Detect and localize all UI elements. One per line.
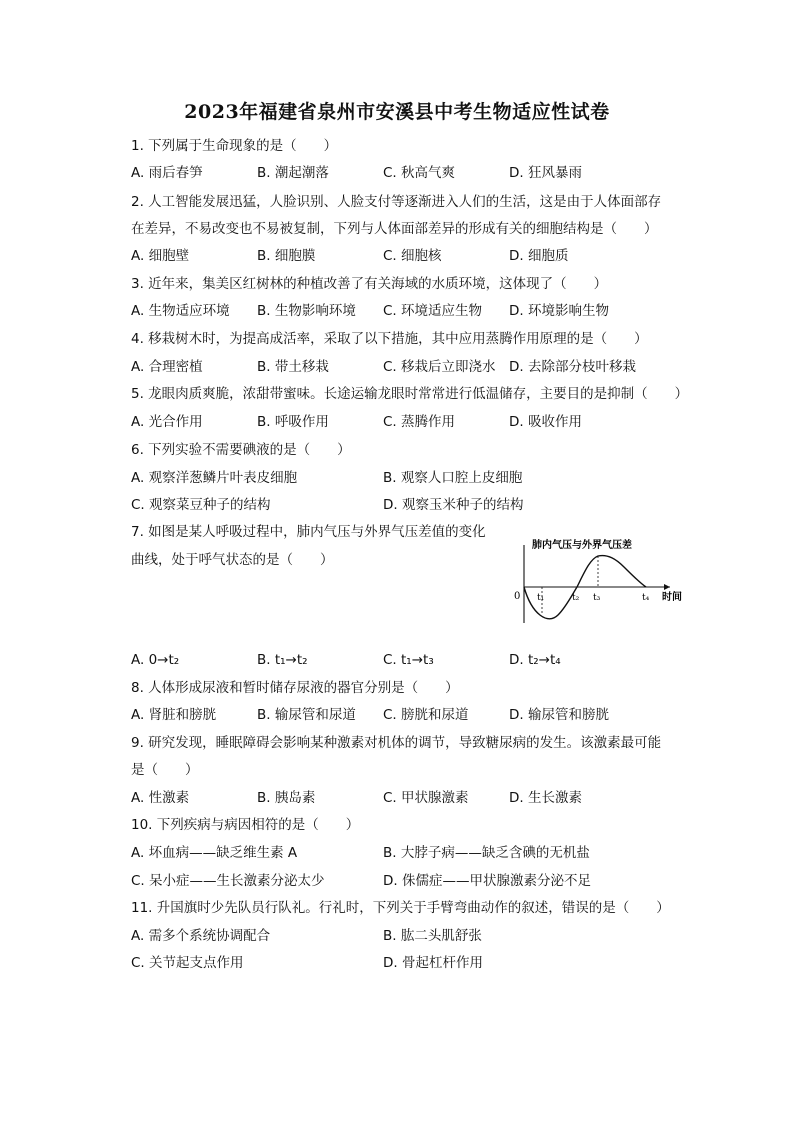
graph-tick-t3: t₃ <box>593 593 601 603</box>
q6-option-c: C. 观察菜豆种子的结构 <box>131 497 271 513</box>
q3-option-d: D. 环境影响生物 <box>509 303 609 319</box>
q8-option-d: D. 输尿管和膀胱 <box>509 707 609 723</box>
question-10-stem: 10. 下列疾病与病因相符的是（ ） <box>131 817 360 833</box>
q6-option-b: B. 观察人口腔上皮细胞 <box>383 470 523 486</box>
q11-option-b: B. 肱二头肌舒张 <box>383 928 482 944</box>
q2-option-b: B. 细胞膜 <box>257 248 316 264</box>
q2-option-d: D. 细胞质 <box>509 248 569 264</box>
q1-option-d: D. 狂风暴雨 <box>509 165 582 181</box>
question-4-stem: 4. 移栽树木时，为提高成活率，采取了以下措施，其中应用蒸腾作用原理的是（ ） <box>131 331 648 347</box>
question-11-stem: 11. 升国旗时少先队员行队礼。行礼时，下列关于手臂弯曲动作的叙述，错误的是（ ） <box>131 900 670 916</box>
question-2-stem-line2: 在差异，不易改变也不易被复制，下列与人体面部差异的形成有关的细胞结构是（ ） <box>131 221 658 237</box>
q7-option-b: B. t₁→t₂ <box>257 652 308 668</box>
graph-origin-label: 0 <box>514 591 521 602</box>
q7-option-a: A. 0→t₂ <box>131 652 180 668</box>
q5-option-a: A. 光合作用 <box>131 414 203 430</box>
q7-option-c: C. t₁→t₃ <box>383 652 434 668</box>
q5-option-b: B. 呼吸作用 <box>257 414 329 430</box>
x-axis-arrow-icon <box>664 584 670 590</box>
question-3-stem: 3. 近年来，集美区红树林的种植改善了有关海域的水质环境，这体现了（ ） <box>131 276 608 292</box>
q1-option-c: C. 秋高气爽 <box>383 165 456 181</box>
q11-option-d: D. 骨起杠杆作用 <box>383 955 483 971</box>
question-7-stem-line2: 曲线，处于呼气状态的是（ ） <box>131 552 334 568</box>
question-9-stem-line2: 是（ ） <box>131 762 199 778</box>
q8-option-a: A. 肾脏和膀胱 <box>131 707 217 723</box>
q1-option-b: B. 潮起潮落 <box>257 165 329 181</box>
q2-option-c: C. 细胞核 <box>383 248 442 264</box>
q7-option-d: D. t₂→t₄ <box>509 652 561 668</box>
q3-option-c: C. 环境适应生物 <box>383 303 483 319</box>
question-2-stem-line1: 2. 人工智能发展迅猛，人脸识别、人脸支付等逐渐进入人们的生活，这是由于人体面部存 <box>131 194 662 210</box>
exam-title: 2023年福建省泉州市安溪县中考生物适应性试卷 <box>184 101 610 123</box>
question-5-stem: 5. 龙眼肉质爽脆，浓甜带蜜味。长途运输龙眼时常常进行低温储存，主要目的是抑制（ ） <box>131 386 689 402</box>
graph-tick-t2: t₂ <box>572 593 580 603</box>
graph-tick-t1: t₁ <box>537 593 545 603</box>
q9-option-c: C. 甲状腺激素 <box>383 790 469 806</box>
q11-option-c: C. 关节起支点作用 <box>131 955 244 971</box>
q10-option-b: B. 大脖子病——缺乏含碘的无机盐 <box>383 845 590 861</box>
graph-xlabel: 时间 <box>662 592 682 603</box>
q11-option-a: A. 需多个系统协调配合 <box>131 928 271 944</box>
q3-option-b: B. 生物影响环境 <box>257 303 356 319</box>
question-1-stem: 1. 下列属于生命现象的是（ ） <box>131 138 338 154</box>
q4-option-a: A. 合理密植 <box>131 359 203 375</box>
q8-option-c: C. 膀胱和尿道 <box>383 707 469 723</box>
q5-option-c: C. 蒸腾作用 <box>383 414 456 430</box>
pressure-difference-graph <box>512 535 692 627</box>
q5-option-d: D. 吸收作用 <box>509 414 582 430</box>
q2-option-a: A. 细胞壁 <box>131 248 190 264</box>
question-8-stem: 8. 人体形成尿液和暂时储存尿液的器官分别是（ ） <box>131 680 459 696</box>
q3-option-a: A. 生物适应环境 <box>131 303 230 319</box>
q6-option-d: D. 观察玉米种子的结构 <box>383 497 524 513</box>
q4-option-b: B. 带土移栽 <box>257 359 329 375</box>
q4-option-d: D. 去除部分枝叶移栽 <box>509 359 636 375</box>
question-9-stem-line1: 9. 研究发现，睡眠障碍会影响某种激素对机体的调节，导致糖尿病的发生。该激素最可能 <box>131 735 662 751</box>
q8-option-b: B. 输尿管和尿道 <box>257 707 356 723</box>
q10-option-a: A. 坏血病——缺乏维生素 A <box>131 845 298 861</box>
q9-option-a: A. 性激素 <box>131 790 190 806</box>
q10-option-d: D. 侏儒症——甲状腺激素分泌不足 <box>383 873 591 889</box>
q4-option-c: C. 移栽后立即浇水 <box>383 359 496 375</box>
graph-tick-t4: t₄ <box>642 593 650 603</box>
q9-option-d: D. 生长激素 <box>509 790 582 806</box>
q6-option-a: A. 观察洋葱鳞片叶表皮细胞 <box>131 470 298 486</box>
graph-ylabel: 肺内气压与外界气压差 <box>532 540 632 551</box>
question-7-stem-line1: 7. 如图是某人呼吸过程中，肺内气压与外界气压差值的变化 <box>131 524 486 540</box>
q1-option-a: A. 雨后春笋 <box>131 165 203 181</box>
q10-option-c: C. 呆小症——生长激素分泌太少 <box>131 873 325 889</box>
q9-option-b: B. 胰岛素 <box>257 790 316 806</box>
question-6-stem: 6. 下列实验不需要碘液的是（ ） <box>131 442 351 458</box>
